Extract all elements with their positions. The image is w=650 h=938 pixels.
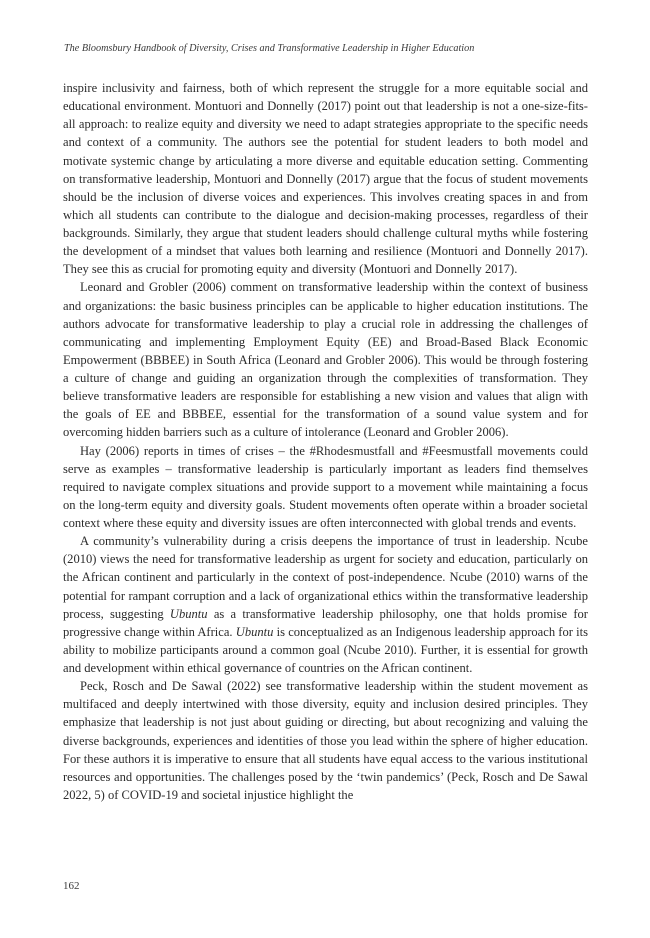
paragraph-1 bbox=[63, 79, 588, 278]
paragraph-text: Peck, Rosch and De Sawal (2022) see transformative leadership within the student movement as multifaced and deeply intertwined with those diversity, equity and inclusion desired principles. They emphasize that leadership is not just about guiding or directing, but about recognizing and valuing the diverse backgrounds, experiences and identities of those you lead within the sphere of higher education. For these authors it is imperative to ensure that all students have equal access to the various institutional resources and opportunities. The challenges posed by the ‘twin pandemics’ (Peck, Rosch and De Sawal 2022, 5) of COVID-19 and societal injustice highlight the bbox=[63, 679, 588, 802]
paragraph-4 bbox=[63, 532, 588, 677]
italic-term-ubuntu: Ubuntu bbox=[235, 624, 274, 639]
paragraph-text: as a transformative leadership philosophy, one that holds promise for progressive change within Africa. bbox=[63, 606, 588, 639]
running-head-title: The Bloomsbury Handbook of Diversity, Crises and Transformative Leadership in Higher Education bbox=[64, 43, 475, 54]
paragraph-text: Leonard and Grobler (2006) comment on transformative leadership within the context of business and organizations: the basic business principles can be applicable to higher education institutions. The authors advocate for transformative leadership to play a crucial role in addressing the challenges of communicating and implementing Employment Equity (EE) and Broad-Based Black Economic Empowerment (BBBEE) in South Africa (Leonard and Grobler 2006). This would be through fostering a culture of change and guiding an organization through the complexities of transformation. They believe transformative leaders are responsible for establishing a new vision and values that align with the goals of EE and BBBEE, essential for the transformation of a sound value system and for overcoming hidden barriers such as a culture of intolerance (Leonard and Grobler 2006). bbox=[63, 280, 588, 440]
paragraph-text: A community’s vulnerability during a crisis deepens the importance of trust in leadership. Ncube (2010) views the need for transformative leadership as urgent for society and education, particularly on the African continent and particularly in the context of post-independence. Ncube (2010) warns of the potential for rampant corruption and a lack of organizational ethics within the transformative leadership process, suggesting bbox=[63, 534, 588, 621]
paragraph-text: is conceptualized as an Indigenous leadership approach for its ability to mobilize participants around a common goal (Ncube 2010). Further, it is essential for growth and development within ethical governance of countries on the African continent. bbox=[63, 624, 588, 675]
body-text bbox=[63, 79, 588, 804]
page-number: 162 bbox=[63, 880, 80, 892]
paragraph-2 bbox=[63, 278, 588, 441]
italic-term-ubuntu: Ubuntu bbox=[169, 606, 208, 621]
paragraph-text: inspire inclusivity and fairness, both of which represent the struggle for a more equitable social and educational environment. Montuori and Donnelly (2017) point out that leadership is not a one-size-fits-all approach: to realize equity and diversity we need to adapt strategies appropriate to the specific needs and context of a community. The authors see the potential for student leaders to both model and motivate systemic change by articulating a more diverse and equitable education setting. Commenting on transformative leadership, Montuori and Donnelly (2017) argue that the focus of student movements should be the inclusion of diverse voices and experiences. This involves creating spaces in and from which all students can contribute to the dialogue and decision-making processes, regardless of their backgrounds. Similarly, they argue that student leaders should challenge cultural myths while fostering the development of a mindset that values both learning and resilience (Montuori and Donnelly 2017). They see this as crucial for promoting equity and diversity (Montuori and Donnelly 2017). bbox=[63, 81, 588, 277]
paragraph-5 bbox=[63, 677, 588, 804]
paragraph-3 bbox=[63, 442, 588, 533]
paragraph-text: Hay (2006) reports in times of crises – the #Rhodesmustfall and #Feesmustfall movements could serve as examples – transformative leadership is particularly important as leaders find themselves required to navigate complex situations and provide support to a movement while maintaining a focus on the long-term equity and diversity goals. Student movements often operate within a broader societal context where these equity and diversity issues are often interconnected with global trends and events. bbox=[63, 443, 588, 530]
